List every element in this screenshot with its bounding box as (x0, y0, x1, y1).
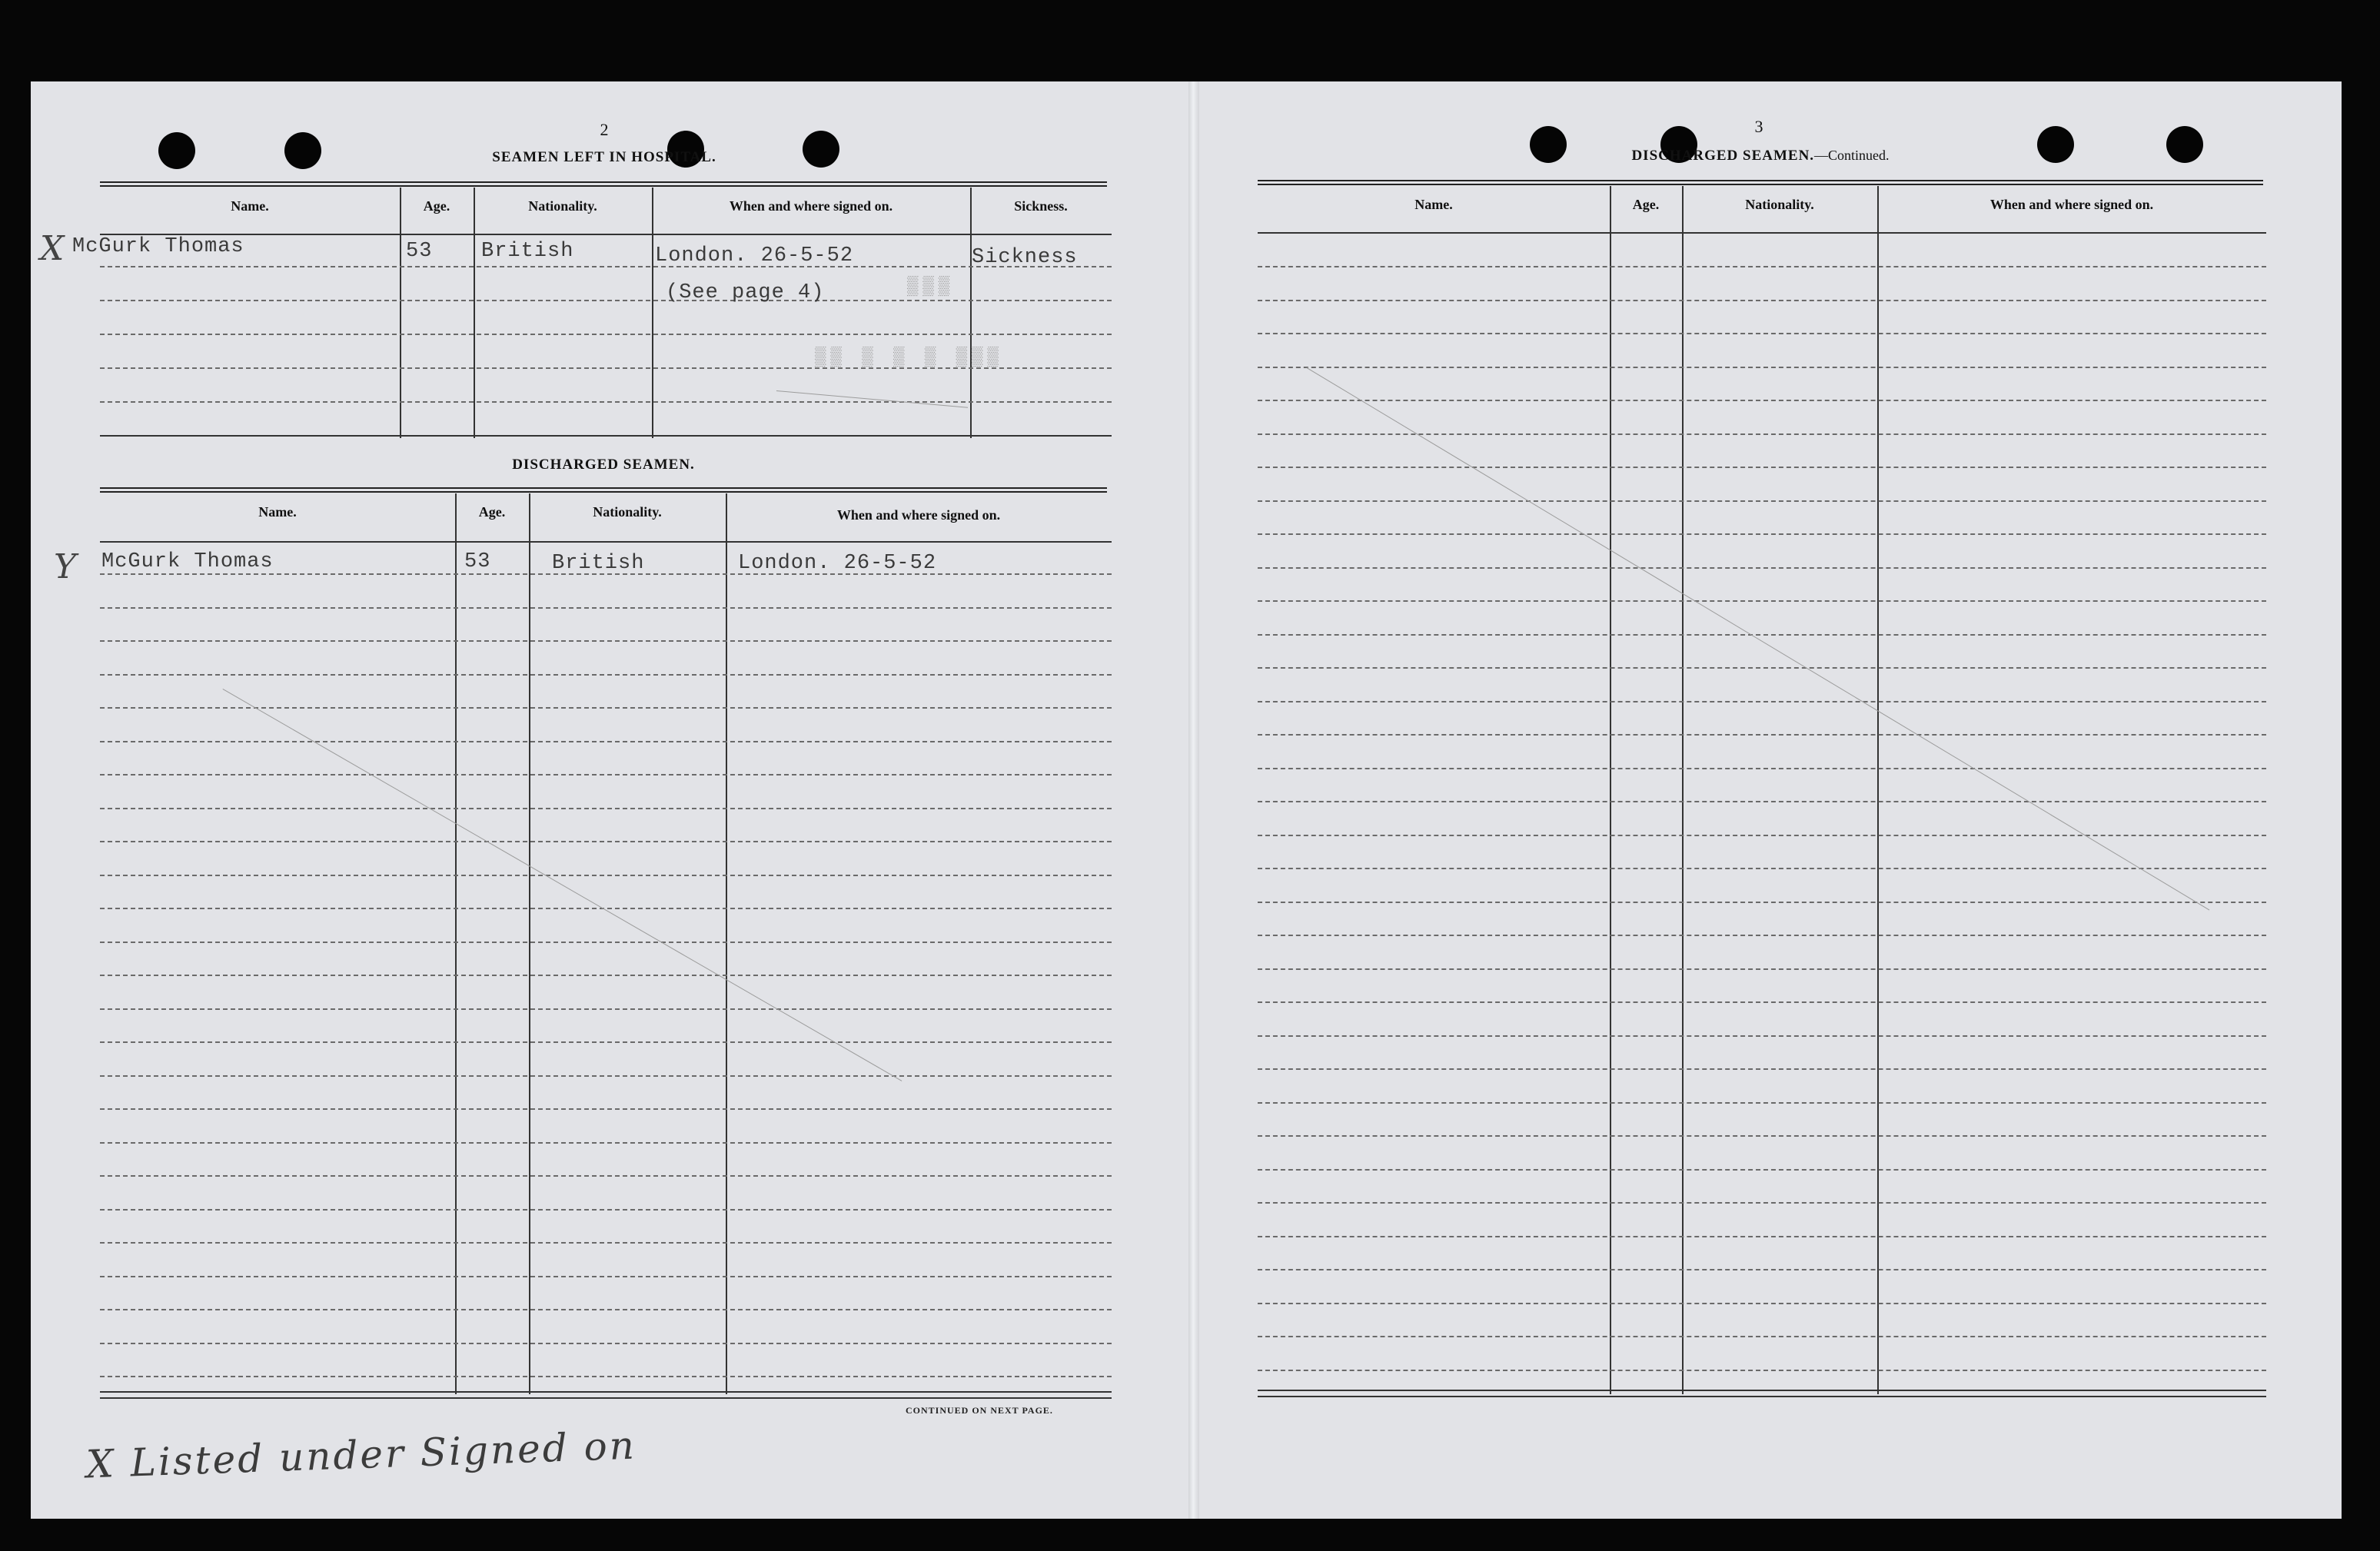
ruled-line (1258, 433, 2266, 435)
discharged-age: 53 (464, 550, 491, 573)
ruled-line (100, 942, 1112, 943)
ruled-line (100, 1343, 1112, 1344)
ruled-line (100, 1075, 1112, 1077)
discharged-table (100, 493, 1112, 1400)
ruled-line (1258, 1303, 2266, 1304)
hospital-sickness: Sickness (972, 246, 1078, 269)
column-header: Name. (1414, 197, 1453, 212)
punch-hole (158, 132, 195, 169)
page-number: 3 (1754, 117, 1763, 136)
ruled-line (1258, 667, 2266, 669)
ruled-line (100, 774, 1112, 776)
ruled-line (100, 741, 1112, 742)
column-header: Age. (1632, 197, 1660, 212)
punch-hole (284, 132, 321, 169)
ruled-line (1258, 1336, 2266, 1337)
column-header: Nationality. (528, 198, 597, 214)
ruled-line (100, 1008, 1112, 1010)
ruled-line (1258, 634, 2266, 636)
ruled-line (1258, 701, 2266, 702)
ruled-line (100, 808, 1112, 809)
ruled-line (1258, 902, 2266, 903)
right-section-title-text: DISCHARGED SEAMEN. (1631, 148, 1815, 164)
ruled-line (1258, 835, 2266, 836)
ruled-line (1258, 300, 2266, 301)
column-header: Age. (423, 198, 450, 214)
ruled-line (100, 1108, 1112, 1110)
ruled-line (1258, 1068, 2266, 1070)
right-section-title (1599, 148, 1922, 164)
ruled-line (100, 1242, 1112, 1244)
ruled-line (1258, 600, 2266, 602)
section-rule (100, 181, 1107, 183)
ruled-line (1258, 1102, 2266, 1104)
ruled-line (1258, 400, 2266, 401)
ruled-line (1258, 1269, 2266, 1270)
ruled-line (1258, 868, 2266, 869)
column-header: Name. (258, 504, 297, 520)
ruled-line (100, 707, 1112, 709)
ruled-line (100, 975, 1112, 976)
ruled-line (100, 1276, 1112, 1277)
continued-note: CONTINUED ON NEXT PAGE. (906, 1405, 1053, 1416)
check-mark: X (40, 229, 65, 268)
column-header: Age. (478, 504, 506, 520)
ruled-line (1258, 968, 2266, 970)
column-header: Sickness. (1014, 198, 1068, 214)
check-mark: Y (54, 547, 77, 586)
column-header: When and where signed on. (1989, 197, 2154, 212)
ruled-line (100, 1175, 1112, 1177)
hospital-age: 53 (406, 240, 433, 263)
column-header: When and where signed on. (729, 198, 893, 214)
ruled-line (1258, 1035, 2266, 1037)
column-header: Nationality. (593, 504, 662, 520)
hospital-signed-on: London. 26-5-52 (655, 244, 854, 267)
ruled-line (100, 1041, 1112, 1043)
ruled-line (1258, 467, 2266, 468)
discharged-continued-table (1258, 186, 2266, 1400)
ruled-line (100, 607, 1112, 609)
ruled-line (1258, 533, 2266, 535)
ruled-line (1258, 801, 2266, 802)
ruled-line (100, 640, 1112, 642)
discharged-nationality: British (552, 552, 645, 575)
ruled-line (1258, 500, 2266, 502)
ruled-line (1258, 1001, 2266, 1003)
punch-hole (803, 131, 839, 168)
ruled-line (1258, 734, 2266, 736)
section-rule (100, 487, 1107, 489)
punch-hole (2037, 126, 2074, 163)
hospital-name: McGurk Thomas (72, 235, 244, 258)
ruled-line (100, 1309, 1112, 1310)
faint-stamp: ▒▒▒ (907, 277, 955, 297)
column-header: Name. (231, 198, 269, 214)
faint-stamp: ▒▒ ▒ ▒ ▒ ▒▒▒ (815, 347, 1003, 368)
section-rule (1258, 180, 2263, 181)
column-header: Nationality. (1745, 197, 1814, 212)
ruled-line (100, 841, 1112, 842)
hospital-signed-on-note: (See page 4) (666, 281, 825, 304)
discharged-signed-on: London. 26-5-52 (738, 552, 937, 575)
ruled-line (1258, 567, 2266, 569)
hospital-nationality: British (481, 240, 574, 263)
ruled-line (100, 1376, 1112, 1377)
page-number: 2 (600, 120, 609, 139)
ruled-line (100, 674, 1112, 676)
ruled-line (1258, 266, 2266, 267)
right-section-title-suffix: —Continued. (1814, 148, 1890, 163)
ruled-line (1258, 1202, 2266, 1204)
ruled-line (1258, 935, 2266, 936)
punch-hole (2166, 126, 2203, 163)
ruled-line (1258, 1236, 2266, 1237)
ruled-line (1258, 1370, 2266, 1371)
ruled-line (100, 1142, 1112, 1144)
ruled-line (100, 1209, 1112, 1211)
page-fold (1188, 81, 1199, 1519)
ruled-line (1258, 333, 2266, 334)
ruled-line (100, 875, 1112, 876)
ruled-line (1258, 1169, 2266, 1171)
discharged-section-title: DISCHARGED SEAMEN. (512, 457, 695, 473)
column-header: When and where signed on. (836, 507, 1001, 523)
ruled-line (1258, 1135, 2266, 1137)
ruled-line (1258, 367, 2266, 368)
hospital-section-title: SEAMEN LEFT IN HOSPITAL. (492, 149, 716, 165)
handwritten-note: X Listed under Signed on (85, 1423, 637, 1487)
ruled-line (1258, 768, 2266, 769)
discharged-name: McGurk Thomas (101, 550, 274, 573)
hospital-table (100, 188, 1112, 441)
punch-hole (1530, 126, 1567, 163)
